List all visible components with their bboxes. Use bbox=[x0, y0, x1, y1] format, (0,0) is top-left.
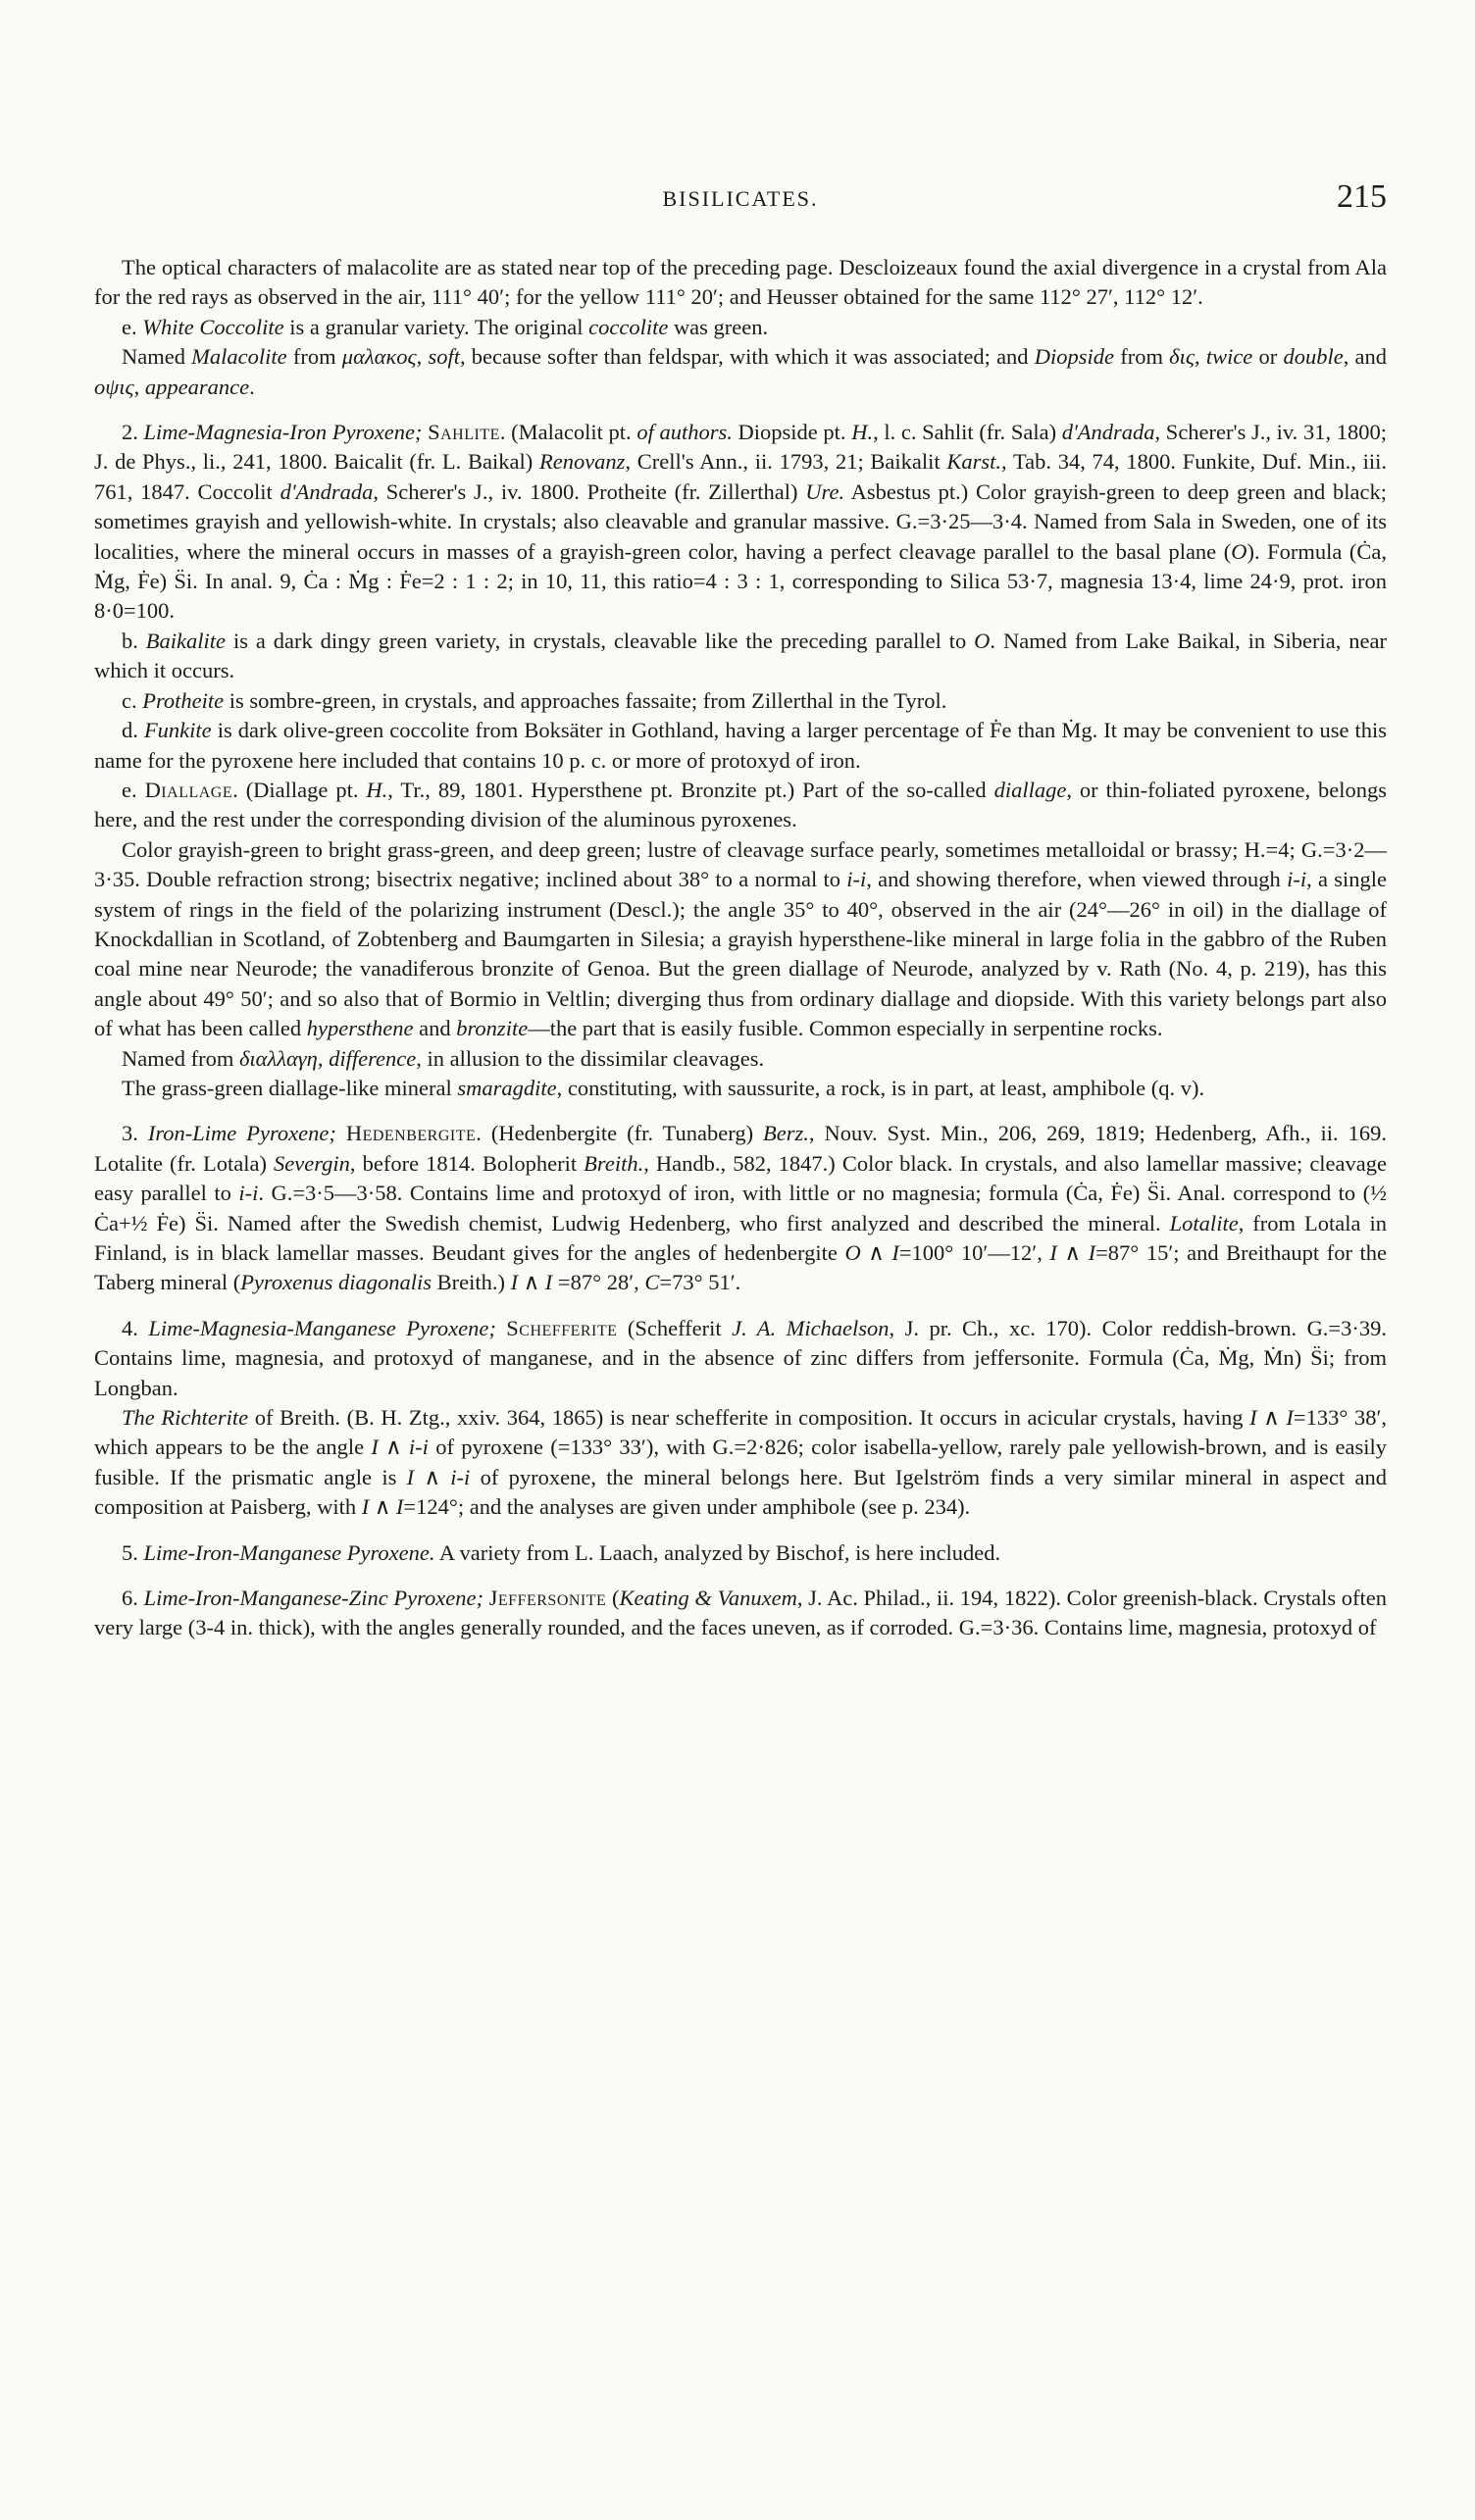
text-run: i-i bbox=[1287, 867, 1307, 892]
text-run: d. bbox=[122, 718, 144, 743]
text-run: =87° 28′, bbox=[552, 1270, 645, 1295]
text-run: Hedenbergite bbox=[345, 1121, 477, 1146]
text-run: White Coccolite bbox=[142, 314, 284, 339]
text-run: , Scherer's J., iv. 1800. Protheite (fr. Zillerthal) bbox=[373, 479, 806, 504]
text-run: O bbox=[974, 628, 991, 653]
text-run: from bbox=[1114, 344, 1170, 370]
text-run: Diopside pt. bbox=[732, 420, 852, 445]
text-run: Asbestus pt.) Color grayish-green to deep green and black; sometimes grayish and yellowish-white. In crystals; also cleavable and granular massive. G.=3·25—3·4. Named from Sala in Sweden, one of its localities, where the mineral occurs in masses of a grayish-green color, having a perfect cleavage parallel to the basal plane ( bbox=[94, 479, 1388, 564]
text-run: I bbox=[544, 1270, 553, 1295]
text-run: is a dark dingy green variety, in crystals, cleavable like the preceding parallel to bbox=[226, 628, 975, 653]
text-run: Renovanz bbox=[538, 449, 626, 475]
paragraph-p11 bbox=[94, 1074, 1387, 1103]
paragraph-p10 bbox=[94, 1044, 1387, 1074]
text-run: ∧ bbox=[369, 1494, 396, 1520]
text-run: , in allusion to the dissimilar cleavages. bbox=[416, 1045, 765, 1071]
text-run: Color grayish-green to bright grass-green, and deep green; lustre of cleavage surface pearly, sometimes metalloidal or brassy; H.=4; G.=3·2—3·35. Double refraction strong; bisectrix negative; inclined about 38° to a normal to bbox=[94, 836, 1387, 892]
text-run: . bbox=[249, 374, 255, 399]
text-run: . (Hedenbergite (fr. Tunaberg) bbox=[476, 1121, 764, 1146]
text-run: ). Formula (Ċa, Ṁg, Ḟe) S̈i. In anal. 9, Ċa : Ṁg : Ḟe=2 : 1 : 2; in 10, 11, this ratio=4 : 3 : 1, corresponding to Silica 53·7, magnesia 13·4, lime 24·9, prot. iron 8·0=100. bbox=[94, 538, 1387, 624]
text-run: Keating & Vanuxem bbox=[619, 1586, 797, 1611]
text-run: Jeffersonite bbox=[488, 1586, 607, 1611]
text-run: is sombre-green, in crystals, and approaches fassaite; from Zillerthal in the Tyrol. bbox=[224, 687, 947, 713]
text-run: I bbox=[1286, 1405, 1294, 1431]
text-run: I bbox=[891, 1240, 899, 1265]
text-run: , l. c. Sahlit (fr. Sala) bbox=[873, 420, 1062, 445]
text-run bbox=[496, 1316, 506, 1340]
text-run: smaragdite bbox=[457, 1075, 557, 1100]
text-run: , a single system of rings in the field of the polarizing instrument (Descl.); the angle 35° to 40°, observed in the air (24°—26° in oil) in the diallage of Knockdallian in Scotland, of Zobtenberg and Baumgarten in Silesia; a grayish hypersthene-like mineral in large folia in the gabbro of the Ruben coal mine near Neurode; the vanadiferous bronzite of Genoa. But the green diallage of Neurode, analyzed by v. Rath (No. 4, p. 219), has this angle about 49° 50′; and so also that of Bormio in Veltlin; diverging thus from ordinary diallage and diopside. With this variety belongs part also of what has been called bbox=[94, 867, 1388, 1041]
text-run: ( bbox=[606, 1586, 620, 1611]
text-run: i-i bbox=[450, 1464, 471, 1489]
text-run: , or thin-foliated pyroxene, belongs here, and the rest under the corresponding division of the aluminous pyroxenes. bbox=[94, 777, 1387, 832]
text-run: 5. bbox=[122, 1539, 144, 1565]
paragraph-p16 bbox=[94, 1584, 1387, 1643]
text-run: . G.=3·5—3·58. Contains lime and protoxyd of iron, with little or no magnesia; formula (Ċa, Ḟe) S̈i. Anal. correspond to (½ Ċa+½ Ḟe) S̈i. Named after the Swedish chemist, Ludwig Hedenberg, who first analyzed and described the mineral. bbox=[94, 1181, 1388, 1235]
text-run: Lime-Magnesia-Manganese Pyroxene; bbox=[148, 1315, 496, 1340]
text-run: I bbox=[1049, 1240, 1057, 1265]
text-run: , from Lotala in Finland, is in black lamellar masses. Beudant gives for the angles of hedenbergite bbox=[94, 1210, 1387, 1265]
text-run: double bbox=[1283, 344, 1344, 370]
text-run: Baikalite bbox=[145, 628, 227, 653]
text-run: The Richterite bbox=[122, 1405, 249, 1431]
text-run: ∧ bbox=[1056, 1240, 1089, 1265]
text-run: Lotalite bbox=[1169, 1210, 1239, 1235]
text-run: from bbox=[286, 344, 342, 370]
text-run: difference bbox=[329, 1045, 417, 1071]
paragraph-p7 bbox=[94, 716, 1387, 776]
text-run: A variety from L. Laach, analyzed by Bischof, is here included. bbox=[434, 1539, 1001, 1565]
text-run: The grass-green diallage-like mineral bbox=[122, 1075, 458, 1100]
paragraph-p9 bbox=[94, 835, 1387, 1044]
text-run: I bbox=[395, 1494, 404, 1520]
text-run: e. bbox=[122, 314, 143, 339]
text-run: I bbox=[510, 1270, 519, 1295]
text-run: H. bbox=[366, 777, 388, 802]
text-run: , bbox=[317, 1045, 330, 1071]
text-run: Breith. bbox=[584, 1150, 644, 1176]
text-run: I bbox=[371, 1435, 379, 1460]
text-run: . (Malacolit pt. bbox=[499, 420, 637, 445]
text-run: and bbox=[413, 1016, 457, 1041]
text-run: c. bbox=[122, 687, 143, 713]
text-run: 3. bbox=[122, 1121, 148, 1146]
text-run: Lime-Iron-Manganese-Zinc Pyroxene; bbox=[143, 1586, 483, 1611]
text-run: Named from bbox=[122, 1045, 239, 1071]
text-run: is dark olive-green coccolite from Boksäter in Gothland, having a larger percentage of Ḟe than Ṁg. It may be convenient to use this name for the pyroxene here included that contains 10 p. c. or more of protoxyd of iron. bbox=[94, 718, 1388, 773]
text-run: of pyroxene (=133° 33′), with G.=2·826; color isabella-yellow, rarely pale yellowish-brown, and is easily fusible. If the prismatic angle is bbox=[94, 1435, 1387, 1489]
text-run: διαλλαγη bbox=[238, 1045, 318, 1071]
text-run: b. bbox=[122, 628, 146, 653]
text-run: J. A. Michaelson bbox=[732, 1315, 890, 1340]
text-run: Ure. bbox=[805, 479, 845, 504]
text-run: ∧ bbox=[378, 1435, 409, 1460]
text-run: C bbox=[644, 1270, 660, 1295]
text-run: ∧ bbox=[414, 1464, 451, 1489]
text-run: =124°; and the analyses are given under amphibole (see p. 234). bbox=[403, 1494, 971, 1520]
text-run: Funkite bbox=[143, 718, 212, 743]
text-run: I bbox=[1088, 1240, 1096, 1265]
text-run: , Handb., 582, 1847.) Color black. In crystals, and also lamellar massive; cleavage easy parallel to bbox=[94, 1150, 1388, 1206]
text-run: 6. bbox=[122, 1586, 144, 1611]
text-run: . (Diallage pt. bbox=[232, 777, 367, 802]
text-run: , bbox=[1194, 344, 1206, 370]
text-run: Diopside bbox=[1034, 344, 1115, 370]
text-run: Schefferite bbox=[506, 1315, 618, 1340]
text-run: or bbox=[1252, 344, 1284, 370]
body-text bbox=[94, 253, 1387, 1643]
text-run: , bbox=[416, 344, 429, 370]
text-run: , Scherer's J., iv. 31, 1800; J. de Phys., li., 241, 1800. Baicalit (fr. L. Baikal) bbox=[94, 420, 1387, 475]
text-run: Protheite bbox=[142, 687, 225, 713]
text-run: is a granular variety. The original bbox=[283, 314, 589, 339]
text-run: O bbox=[844, 1240, 861, 1265]
text-run: Diallage bbox=[144, 777, 233, 802]
text-run: δις bbox=[1169, 344, 1195, 370]
paragraph-p3 bbox=[94, 342, 1387, 402]
text-run: of pyroxene, the mineral belongs here. But Igelström finds a very similar mineral in aspect and composition at Paisberg, with bbox=[94, 1464, 1388, 1520]
text-run: , and showing therefore, when viewed through bbox=[866, 867, 1288, 892]
paragraph-p6 bbox=[94, 686, 1387, 716]
text-run: twice bbox=[1205, 344, 1253, 370]
text-run: O bbox=[1231, 538, 1247, 564]
text-run: 4. bbox=[122, 1315, 149, 1340]
text-run: , J. pr. Ch., xc. 170). Color reddish-brown. G.=3·39. Contains lime, magnesia, and protoxyd of manganese, and in the absence of zinc differs from jeffersonite. Formula (Ċa, Ṁg, Ṁn) S̈i; from Longban. bbox=[94, 1315, 1387, 1400]
text-run: =100° 10′—12′, bbox=[898, 1240, 1050, 1265]
text-run: ∧ bbox=[518, 1270, 545, 1295]
paragraph-p14 bbox=[94, 1403, 1387, 1523]
text-run: i-i bbox=[238, 1181, 259, 1206]
text-run: The optical characters of malacolite are as stated near top of the preceding page. Descloizeaux found the axial divergence in a crystal from Ala for the red rays as observed in the air, 111° 40′; for the yellow 111° 20′; and Heusser obtained for the same 112° 27′, 112° 12′. bbox=[94, 255, 1387, 310]
running-header bbox=[94, 178, 1387, 222]
text-run: i-i bbox=[846, 867, 867, 892]
text-run: Berz. bbox=[763, 1121, 809, 1146]
text-run: οψις bbox=[94, 374, 134, 399]
paragraph-p4 bbox=[94, 418, 1387, 627]
text-run: =133° 38′, which appears to be the angle bbox=[94, 1405, 1388, 1460]
text-run: Lime-Iron-Manganese Pyroxene. bbox=[143, 1539, 435, 1565]
text-run: , J. Ac. Philad., ii. 194, 1822). Color greenish-black. Crystals often very large (3-4 in. thick), with the angles generally rounded, and the faces uneven, as if corroded. G.=3·36. Contains lime, magnesia, protoxyd of bbox=[94, 1586, 1387, 1640]
text-run: , Crell's Ann., ii. 1793, 21; Baikalit bbox=[625, 449, 947, 475]
text-run: , Nouv. Syst. Min., 206, 269, 1819; Hedenberg, Afh., ii. 169. Lotalite (fr. Lotala) bbox=[94, 1121, 1388, 1176]
text-run: , Tr., 89, 1801. Hypersthene pt. Bronzite pt.) Part of the so-called bbox=[387, 777, 994, 802]
paragraph-p1 bbox=[94, 253, 1387, 313]
text-run: =87° 15′; and Breithaupt for the Taberg mineral ( bbox=[94, 1240, 1388, 1295]
text-run: e. bbox=[122, 777, 145, 802]
text-run: Sahlite bbox=[428, 420, 500, 445]
text-run: hypersthene bbox=[306, 1016, 414, 1041]
text-run: of Breith. (B. H. Ztg., xxiv. 364, 1865) is near schefferite in composition. It occurs in acicular crystals, having bbox=[248, 1405, 1250, 1431]
text-run: μαλακος bbox=[341, 344, 417, 370]
text-run: 2. bbox=[122, 420, 144, 445]
text-run: Severgin bbox=[274, 1150, 350, 1176]
text-run: . Named from Lake Baikal, in Siberia, near which it occurs. bbox=[94, 628, 1388, 683]
text-run: ∧ bbox=[1256, 1405, 1287, 1431]
paragraph-p15 bbox=[94, 1538, 1387, 1568]
text-run: Lime-Magnesia-Iron Pyroxene; bbox=[143, 420, 423, 445]
text-run: , constituting, with saussurite, a rock, is in part, at least, amphibole (q. v). bbox=[556, 1075, 1205, 1100]
text-run: , bbox=[133, 374, 145, 399]
text-run: , and bbox=[1343, 344, 1387, 370]
text-run: I bbox=[361, 1494, 370, 1520]
text-run: diallage bbox=[993, 777, 1067, 802]
text-run: ∧ bbox=[860, 1240, 892, 1265]
text-run: —the part that is easily fusible. Common especially in serpentine rocks. bbox=[528, 1016, 1163, 1041]
text-run: Karst. bbox=[946, 449, 1002, 475]
text-run: =73° 51′. bbox=[659, 1270, 741, 1295]
text-run: d'Andrada bbox=[280, 479, 374, 504]
text-run: H. bbox=[851, 420, 874, 445]
running-title: BISILICATES. bbox=[662, 186, 819, 211]
paragraph-p8 bbox=[94, 776, 1387, 835]
text-run: d'Andrada bbox=[1061, 420, 1155, 445]
text-run: Named bbox=[122, 344, 192, 370]
paragraph-p2 bbox=[94, 313, 1387, 342]
text-run: , Tab. 34, 74, 1800. Funkite, Duf. Min., iii. 761, 1847. Coccolit bbox=[94, 449, 1387, 504]
text-run: of authors. bbox=[636, 420, 733, 445]
page-number: 215 bbox=[1337, 178, 1387, 215]
text-run: coccolite bbox=[588, 314, 669, 339]
text-run: i-i bbox=[408, 1435, 429, 1460]
text-run: Breith.) bbox=[431, 1270, 511, 1295]
text-run: Malacolite bbox=[191, 344, 287, 370]
text-run: (Schefferit bbox=[617, 1315, 733, 1340]
text-run: bronzite bbox=[456, 1016, 529, 1041]
text-run: was green. bbox=[668, 314, 769, 339]
text-run: , because softer than feldspar, with which it was associated; and bbox=[459, 344, 1035, 370]
text-run: Iron-Lime Pyroxene; bbox=[147, 1121, 336, 1146]
text-run: appearance bbox=[144, 374, 250, 399]
paragraph-p13 bbox=[94, 1314, 1387, 1403]
text-run: I bbox=[1249, 1405, 1257, 1431]
text-run: I bbox=[406, 1464, 415, 1489]
text-run: , before 1814. Bolopherit bbox=[349, 1150, 585, 1176]
text-run bbox=[336, 1121, 346, 1145]
text-run: soft bbox=[428, 344, 460, 370]
paragraph-p12 bbox=[94, 1119, 1387, 1297]
paragraph-p5 bbox=[94, 627, 1387, 686]
text-run: Pyroxenus diagonalis bbox=[240, 1270, 432, 1295]
